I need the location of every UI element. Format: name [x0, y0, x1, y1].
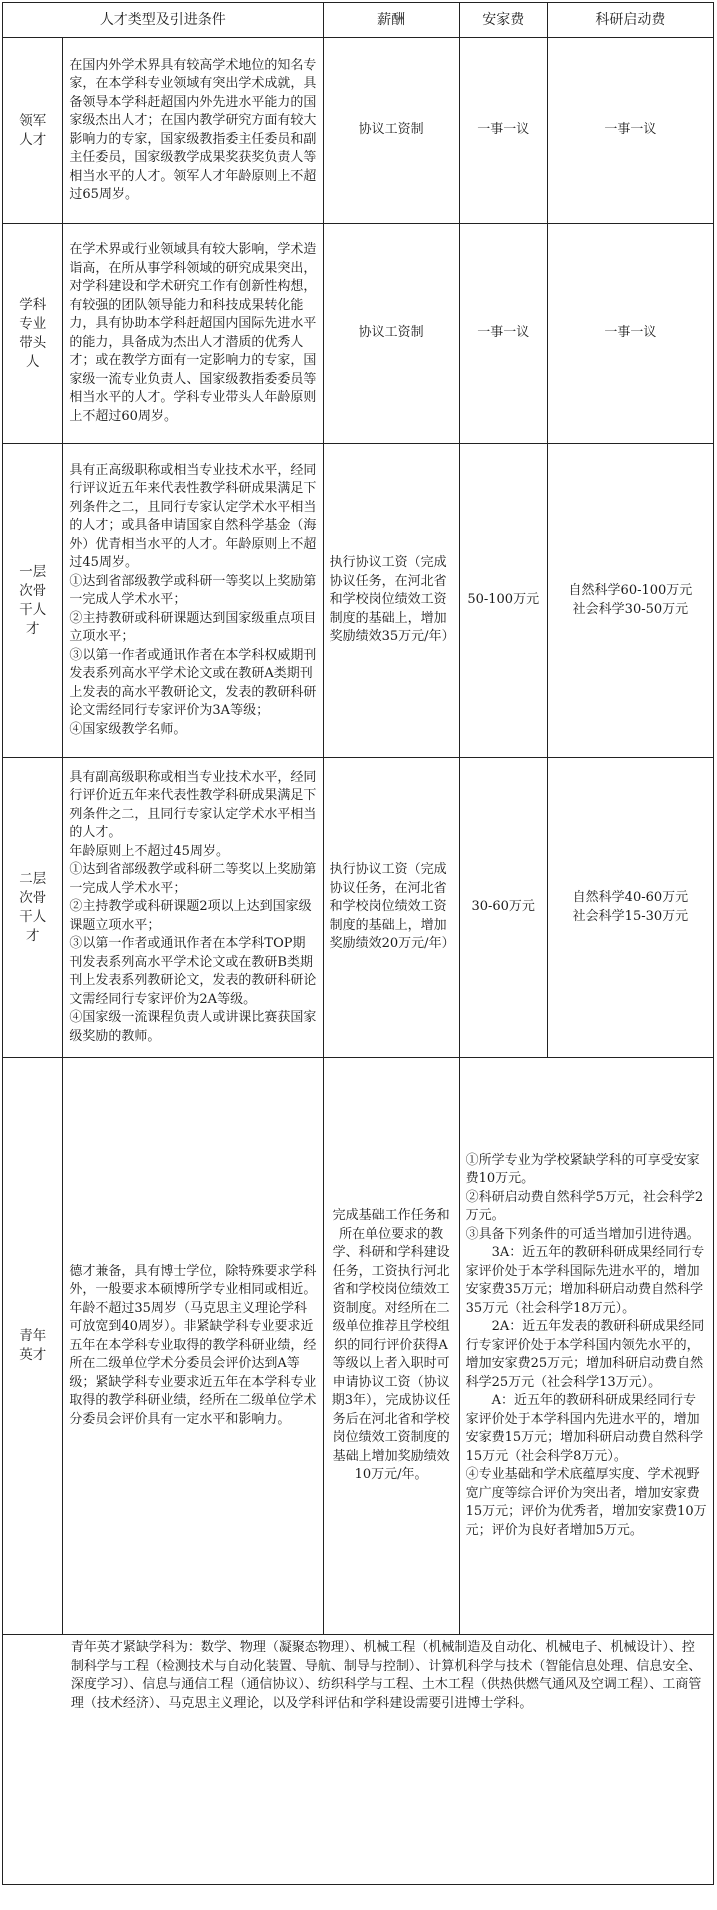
salary-cell: 协议工资制 — [323, 38, 459, 224]
table-header-row — [3, 3, 714, 38]
header-salary: 薪酬 — [323, 3, 459, 38]
salary-cell: 执行协议工资（完成协议任务，在河北省和学校岗位绩效工资制度的基础上，增加奖励绩效35万元/年） — [323, 444, 459, 758]
category-cell: 二层 次骨 干人 才 — [3, 758, 63, 1058]
requirements-cell: 具有副高级职称或相当专业技术水平，经同行评价近五年来代表性教学科研成果满足下列条件之二，且同行专家认定学术水平相当的人才。 年龄原则上不超过45周岁。 ①达到省部级教学或科研二等奖以上奖励第一完成人学术水平； ②主持教学或科研课题2项以上达到国家级课题立项水平； ③以第一作者或通讯作者在本学科TOP期刊发表系列高水平学术论文或在教研B类期刊上发表系列教研论文，发表的教研科研论文需经同行专家评价为2A等级。 ④国家级一流课程负责人或讲课比赛获国家级奖励的教师。 — [63, 758, 323, 1058]
research-cell: 一事一议 — [547, 224, 713, 444]
header-type: 人才类型及引进条件 — [3, 3, 324, 38]
table-row — [3, 1058, 714, 1635]
benefit-item: 3A：近五年的教研科研成果经同行专家评价处于本学科国际先进水平的，增加安家费35万元；增加科研启动费自然科学35万元（社会科学18万元）。 — [465, 1245, 705, 1316]
category-cell: 领军 人才 — [3, 38, 63, 224]
table-row — [3, 38, 714, 224]
research-cell: 一事一议 — [547, 38, 713, 224]
benefit-item: A：近五年的教研科研成果经同行专家评价处于本学科国内先进水平的，增加安家费15万元；增加科研启动费自然科学15万元（社会科学8万元）。 — [465, 1393, 704, 1464]
note-row — [3, 1635, 714, 1885]
benefit-item: ③具备下列条件的可适当增加引进待遇。 — [465, 1226, 700, 1242]
requirements-cell: 在国内外学术界具有较高学术地位的知名专家，在本学科专业领域有突出学术成就，具备领导本学科赶超国内外先进水平能力的国家级杰出人才；在国内教学研究方面有较大影响力的专家，国家级教指委主任委员和副主任委员，国家级教学成果奖获奖负责人等相当水平的人才。领军人才年龄原则上不超过65周岁。 — [63, 38, 323, 224]
requirements-cell: 在学术界或行业领域具有较大影响，学术造诣高，在所从事学科领域的研究成果突出，对学科建设和学术研究工作有创新性构想，有较强的团队领导能力和科技成果转化能力，具有协助本学科赶超国内国际先进水平的能力，具备成为杰出人才潜质的优秀人才；或在教学方面有一定影响力的专家，国家级一流专业负责人、国家级教指委委员等相当水平的人才。学科专业带头人年龄原则上不超过60周岁。 — [63, 224, 323, 444]
header-settle: 安家费 — [459, 3, 547, 38]
salary-cell: 协议工资制 — [323, 224, 459, 444]
benefit-item: ②科研启动费自然科学5万元，社会科学2万元。 — [465, 1189, 704, 1224]
note-cell: 青年英才紧缺学科为：数学、物理（凝聚态物理）、机械工程（机械制造及自动化、机械电子、机械设计）、控制科学与工程（检测技术与自动化装置、导航、制导与控制）、计算机科学与技术（智能信息处理、信息安全、深度学习）、信息与通信工程（通信协议）、纺织科学与工程、土木工程（供热供燃气通风及空调工程）、工商管理（技术经济）、马克思主义理论，以及学科评估和学科建设需要引进博士学科。 — [63, 1635, 714, 1885]
benefit-item: ④专业基础和学术底蕴厚实度、学术视野宽广度等综合评价为突出者，增加安家费15万元；评价为优秀者，增加安家费10万元；评价为良好者增加5万元。 — [465, 1467, 707, 1538]
benefit-item: 2A：近五年发表的教研科研成果经同行专家评价处于本学科国内领先水平的，增加安家费25万元；增加科研启动费自然科学25万元（社会科学13万元）。 — [465, 1319, 705, 1390]
category-cell: 青年 英才 — [3, 1058, 63, 1635]
note-spacer — [3, 1635, 63, 1885]
table-row — [3, 758, 714, 1058]
settle-cell: 50-100万元 — [459, 444, 547, 758]
category-cell: 一层 次骨 干人 才 — [3, 444, 63, 758]
settle-cell: 30-60万元 — [459, 758, 547, 1058]
salary-cell: 完成基础工作任务和所在单位要求的教学、科研和学科建设任务，工资执行河北省和学校岗位绩效工资制度。对经所在二级单位推荐且学校组织的同行评价获得A等级以上者入职时可申请协议工资（协议期3年），完成协议任务后在河北省和学校岗位绩效工资制度的基础上增加奖励绩效10万元/年。 — [323, 1058, 459, 1635]
settle-cell: 一事一议 — [459, 38, 547, 224]
salary-cell: 执行协议工资（完成协议任务，在河北省和学校岗位绩效工资制度的基础上，增加奖励绩效20万元/年） — [323, 758, 459, 1058]
benefit-item: ①所学专业为学校紧缺学科的可享受安家费10万元。 — [465, 1152, 700, 1187]
research-cell: 自然科学60-100万元 社会科学30-50万元 — [547, 444, 713, 758]
table-row — [3, 224, 714, 444]
settle-cell: 一事一议 — [459, 224, 547, 444]
table-row — [3, 444, 714, 758]
talent-table — [2, 2, 714, 1885]
requirements-cell: 德才兼备，具有博士学位，除特殊要求学科外，一般要求本硕博所学专业相同或相近。年龄不超过35周岁（马克思主义理论学科可放宽到40周岁）。非紧缺学科专业要求近五年在本学科专业取得的教学科研业绩，经所在二级单位学术分委员会评价达到A等级；紧缺学科专业要求近五年在本学科专业取得的教学科研业绩，经所在二级单位学术分委员会评价具有一定水平和影响力。 — [63, 1058, 323, 1635]
settle-research-cell — [459, 1058, 713, 1635]
requirements-cell: 具有正高级职称或相当专业技术水平，经同行评议近五年来代表性教学科研成果满足下列条件之二，且同行专家认定学术水平相当的人才；或具备申请国家自然科学基金（海外）优青相当水平的人才。年龄原则上不超过45周岁。 ①达到省部级教学或科研一等奖以上奖励第一完成人学术水平； ②主持教研或科研课题达到国家级重点项目立项水平； ③以第一作者或通讯作者在本学科权威期刊发表系列高水平学术论文或在教研A类期刊上发表的高水平教研论文，发表的教研科研论文需经同行专家评价为3A等级； ④国家级教学名师。 — [63, 444, 323, 758]
category-cell: 学科 专业 带头 人 — [3, 224, 63, 444]
header-research: 科研启动费 — [547, 3, 713, 38]
research-cell: 自然科学40-60万元 社会科学15-30万元 — [547, 758, 713, 1058]
